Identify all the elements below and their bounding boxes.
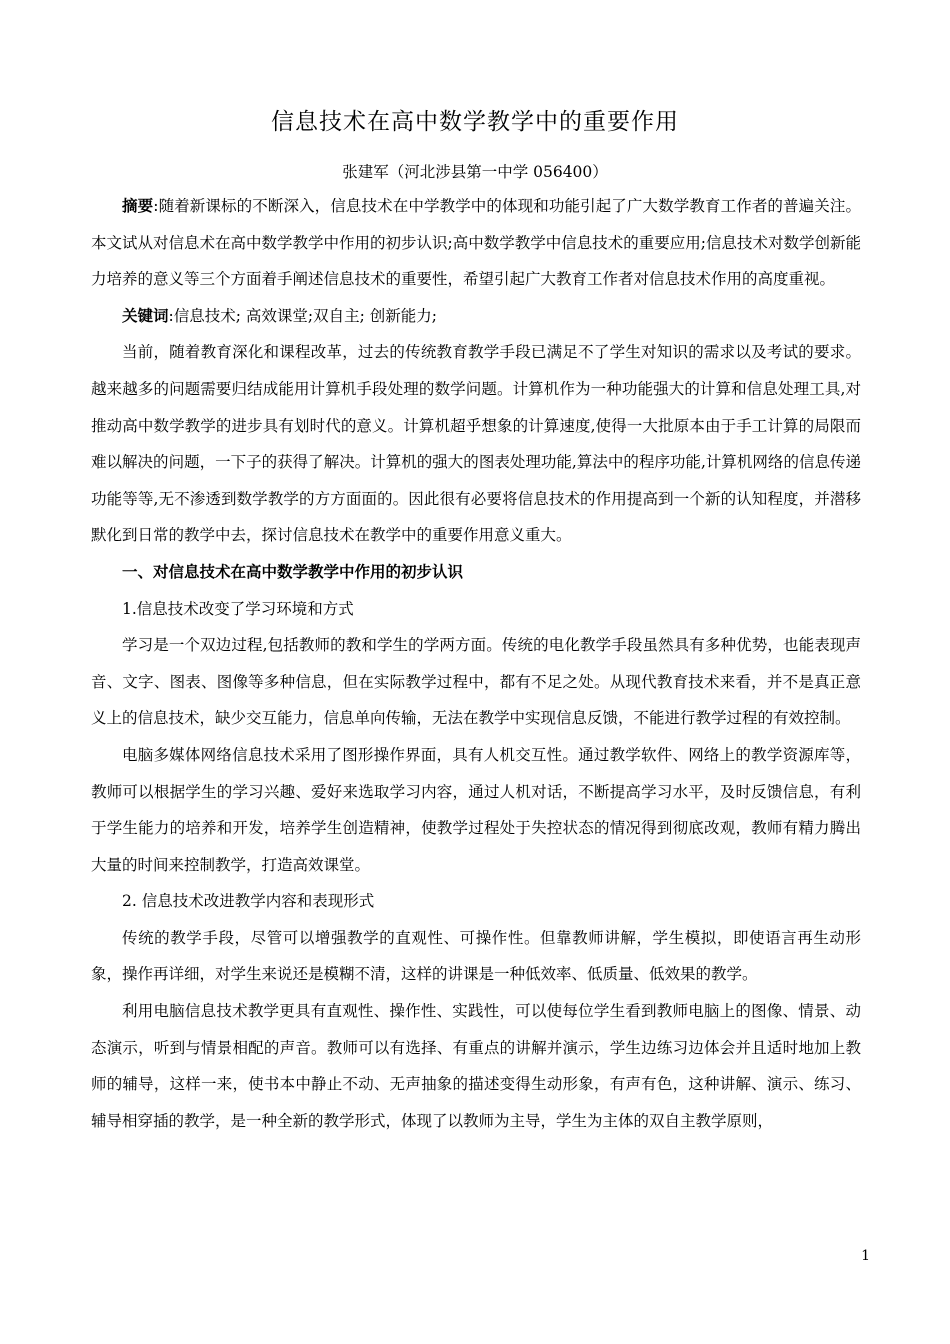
document-title: 信息技术在高中数学教学中的重要作用 (271, 109, 679, 135)
keywords-paragraph (91, 298, 861, 335)
document-body (91, 188, 861, 1139)
subsection-heading: 2. 信息技术改进教学内容和表现形式 (122, 892, 375, 911)
page-number: 1 (861, 1248, 870, 1264)
body-paragraph: 电脑多媒体网络信息技术采用了图形操作界面，具有人机交互性。通过教学软件、网络上的教学资源库等，教师可以根据学生的学习兴趣、爱好来选取学习内容，通过人机对话，不断提高学习水平，及时反馈信息，有利于学生能力的培养和开发，培养学生创造精神，使教学过程处于失控状态的情况得到彻底改观，教师有精力腾出大量的时间来控制教学，打造高效课堂。 (91, 745, 861, 874)
author-line: 张建军（河北涉县第一中学 056400） (342, 163, 608, 181)
body-paragraph: 学习是一个双边过程,包括教师的教和学生的学两方面。传统的电化教学手段虽然具有多种优势，也能表现声音、文字、图表、图像等多种信息，但在实际教学过程中，都有不足之处。从现代教育技术来看，并不是真正意义上的信息技术，缺少交互能力，信息单向传输，无法在教学中实现信息反馈，不能进行教学过程的有效控制。 (91, 636, 861, 728)
abstract-label: 摘要 (122, 196, 154, 215)
keywords-text: :信息技术; 高效课堂;双自主; 创新能力; (168, 306, 437, 325)
section-heading: 一、对信息技术在高中数学教学中作用的初步认识 (122, 561, 464, 581)
subsection-heading: 1.信息技术改变了学习环境和方式 (122, 599, 354, 618)
intro-paragraph: 当前，随着教育深化和课程改革，过去的传统教育教学手段已满足不了学生对知识的需求以及考试的要求。越来越多的问题需要归结成能用计算机手段处理的数学问题。计算机作为一种功能强大的计算和信息处理工具,对推动高中数学教学的进步具有划时代的意义。计算机超乎想象的计算速度,使得一大批原本由于手工计算的局限而难以解决的问题，一下子的获得了解决。计算机的强大的图表处理功能,算法中的程序功能,计算机网络的信息传递功能等等,无不渗透到数学教学的方方面面的。因此很有必要将信息技术的作用提高到一个新的认知程度，并潜移默化到日常的教学中去，探讨信息技术在教学中的重要作用意义重大。 (91, 343, 861, 545)
body-paragraph: 传统的教学手段，尽管可以增强教学的直观性、可操作性。但靠教师讲解，学生模拟，即使语言再生动形象，操作再详细，对学生来说还是模糊不清，这样的讲课是一种低效率、低质量、低效果的教学。 (91, 928, 861, 984)
keywords-label: 关键词 (122, 305, 169, 325)
body-paragraph: 利用电脑信息技术教学更具有直观性、操作性、实践性，可以使每位学生看到教师电脑上的图像、情景、动态演示，听到与情景相配的声音。教师可以有选择、有重点的讲解并演示，学生边练习边体会并且适时地加上教师的辅导，这样一来，使书本中静止不动、无声抽象的描述变得生动形象，有声有色，这种讲解、演示、练习、辅导相穿插的教学，是一种全新的教学形式，体现了以教师为主导，学生为主体的双自主教学原则， (91, 1002, 861, 1130)
abstract-text: :随着新课标的不断深入，信息技术在中学教学中的体现和功能引起了广大数学教育工作者的普遍关注。本文试从对信息术在高中数学教学中作用的初步认识;高中数学教学中信息技术的重要应用;信息技术对数学创新能力培养的意义等三个方面着手阐述信息技术的重要性，希望引起广大教育工作者对信息技术作用的高度重视。 (91, 197, 861, 289)
abstract-paragraph (91, 188, 861, 298)
